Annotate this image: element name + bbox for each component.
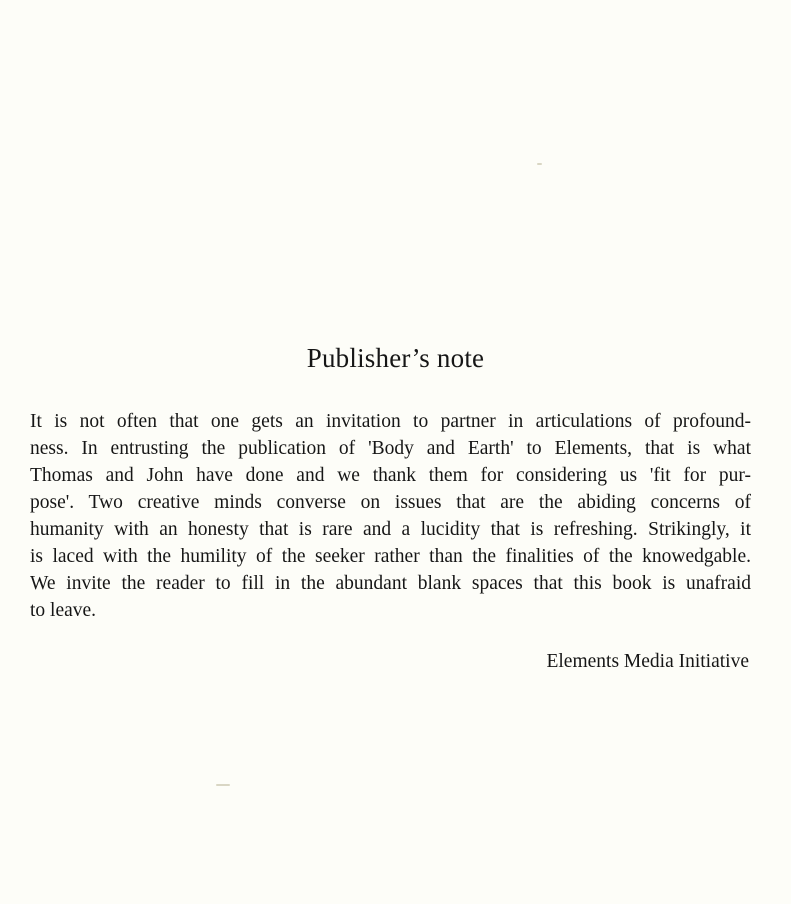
scan-speck (537, 163, 542, 165)
paragraph-line: ness. In entrusting the publication of 'Body and Earth' to Elements, that is what (30, 438, 751, 459)
paragraph-line: is laced with the humility of the seeker rather than the finalities of the knowedgable. (30, 546, 751, 567)
signature: Elements Media Initiative (546, 651, 749, 672)
paragraph-line: It is not often that one gets an invitation to partner in articulations of profound- (30, 411, 751, 432)
paragraph-line: pose'. Two creative minds converse on issues that are the abiding concerns of (30, 492, 751, 513)
scan-speck (216, 784, 230, 786)
paragraph-line: humanity with an honesty that is rare and a lucidity that is refreshing. Strikingly, it (30, 519, 751, 540)
paragraph-line: to leave. (30, 600, 97, 621)
page-title: Publisher’s note (306, 343, 485, 373)
note-paragraph (30, 408, 751, 624)
paragraph-line: We invite the reader to fill in the abundant blank spaces that this book is unafraid (30, 573, 751, 594)
paragraph-line: Thomas and John have done and we thank them for considering us 'fit for pur- (30, 465, 751, 486)
